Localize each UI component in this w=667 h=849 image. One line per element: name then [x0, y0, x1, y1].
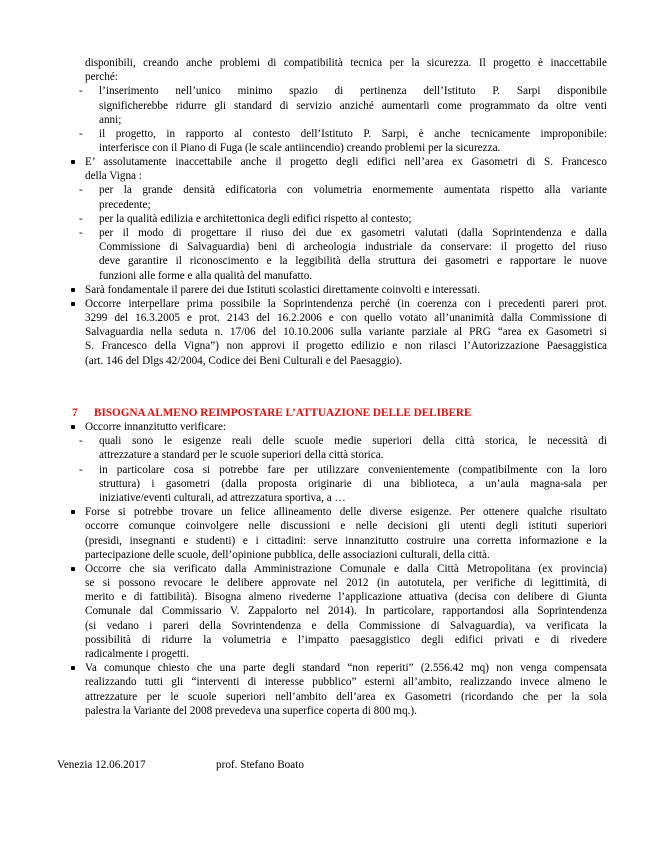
- text-line: l’inserimento nell’unico minimo spazio di pertinenza dell’Istituto P. Sarpi disponibile: [99, 85, 607, 98]
- text-line: della Vigna :: [85, 170, 142, 183]
- bullet-item: [79, 420, 607, 505]
- dash-marker: -: [79, 226, 83, 239]
- text-line: S. Francesco della Vigna”) non approvi il progetto edilizio e non rilasci l’Autorizzazione Paesaggistica: [85, 340, 607, 353]
- text-line: precedente;: [99, 198, 151, 211]
- bullet-item: [79, 155, 607, 283]
- text-line: iniziative/eventi culturali, ad attrezzatura sportiva, a …: [99, 491, 346, 504]
- bullet-item: [85, 297, 607, 368]
- text-line: quali sono le esigenze reali delle scuole medie superiori della città storica, le necessità di: [99, 435, 607, 448]
- text-line: interferisce con il Piano di Fuga (le scale antiincendio) creando problemi per la sicurezza.: [99, 142, 501, 155]
- text-line: anni;: [99, 113, 122, 126]
- dash-item: [79, 212, 607, 226]
- bullet-item: [85, 661, 607, 718]
- text-line: E’ assolutamente inaccettabile anche il progetto degli edifici nell’area ex Gasometri di S. Francesco: [85, 156, 607, 168]
- bullet-icon: [71, 288, 75, 292]
- text-line: palestra la Variante del 2008 prevedeva una superfice coperta di 800 mq.).: [85, 704, 417, 717]
- text-line: in particolare cosa si potrebbe fare per utilizzare convenientemente (compatibilmente con la loro: [99, 463, 607, 476]
- text-line: Occorre innanzitutto verificare:: [85, 421, 227, 433]
- text-line: Occorre interpellare prima possibile la Soprintendenza perché (in coerenza con i precedenti pareri prot.: [85, 297, 607, 310]
- text-line: possibilità di ridurre la volumetria e l’impatto paesaggistico degli edifici privati e di rivedere: [85, 633, 607, 646]
- bullet-item: [85, 562, 607, 661]
- bullet-list-actions: [79, 420, 607, 718]
- dash-item: [79, 84, 607, 127]
- intro-paragraph: [79, 56, 607, 155]
- bullet-icon: [71, 567, 75, 571]
- text-line: per la qualità edilizia e architettonica degli edifici rispetto al contesto;: [99, 212, 412, 225]
- dash-item: [79, 183, 607, 211]
- text-line: perché:: [85, 71, 118, 84]
- text-line: per la grande densità edificatoria con volumetria enormemente aumentata rispetto alla variante: [99, 184, 607, 197]
- bullet-icon: [71, 425, 75, 429]
- bullet-icon: [71, 302, 75, 306]
- dash-item: [79, 434, 607, 462]
- dash-marker: -: [79, 463, 83, 476]
- text-line: partecipazione delle scuole, dell’opinione pubblica, delle associazioni culturali, della città.: [85, 548, 490, 561]
- dash-marker: -: [79, 184, 83, 197]
- text-line: Forse si potrebbe trovare un felice allineamento delle diverse esigenze. Per ottenere qualche risultato: [85, 506, 607, 519]
- dash-marker: -: [79, 127, 83, 140]
- text-line: Occorre che sia verificato dalla Amministrazione Comunale e dalla Città Metropolitana (ex provincia): [85, 562, 607, 575]
- text-line: realizzando tutti gli “interventi di interesse pubblico” esterni all’ambito, realizzando invece almeno le: [85, 676, 607, 689]
- text-line: Comunale dal Commissario V. Zappalorto nel 2014). In particolare, rapportandosi alla Soprintendenza: [85, 605, 607, 618]
- section-number: 7: [72, 407, 78, 419]
- author-name: prof. Stefano Boato: [216, 759, 304, 771]
- text-line: struttura) i gasometri (dalla proposta originarie di una biblioteca, a un’aula magna-sala per: [99, 477, 607, 490]
- text-line: il progetto, in rapporto al contesto dell’Istituto P. Sarpi, è anche tecnicamente improponibile:: [99, 127, 607, 140]
- bullet-list-requirements: [79, 155, 607, 368]
- text-line: (art. 146 del Dlgs 42/2004, Codice dei Beni Culturali e del Paesaggio).: [85, 354, 402, 367]
- text-line: merito e di fattibilità). Bisogna almeno rivederne l’applicazione attuativa (decisa con delibere di Giunta: [85, 591, 607, 604]
- text-line: Va comunque chiesto che una parte degli standard “non reperiti” (2.556.42 mq) non venga compensata: [85, 662, 607, 675]
- text-line: Sarà fondamentale il parere dei due Istituti scolastici direttamente coinvolti e interessati.: [85, 283, 481, 296]
- text-line: funzioni alle forme e alla qualità del manufatto.: [99, 269, 313, 282]
- text-line: attrezzature a standard per le scuole superiori della città storica.: [99, 449, 384, 462]
- text-line: occorre comunque coinvolgere nelle discussioni e nelle decisioni gli utenti degli istituti superiori: [85, 520, 607, 533]
- text-line: per il modo di progettare il riuso dei due ex gasometri valutati (dalla Soprintendenza e dalla: [99, 226, 607, 239]
- section-title: BISOGNA ALMENO REIMPOSTARE L’ATTUAZIONE DELLE DELIBERE: [94, 407, 472, 419]
- text-line: Commissione di Salvaguardia) beni di archeologia industriale da conservare: il progetto del riuso: [99, 241, 607, 254]
- bullet-icon: [71, 666, 75, 670]
- bullet-icon: [71, 160, 75, 164]
- bullet-item: [85, 283, 607, 297]
- text-line: Salvaguardia nella seduta n. 17/06 del 10.10.2006 sulla variante parziale al PRG “area ex Gasometri si: [85, 326, 607, 339]
- text-line: se si possono revocare le delibere approvate nel 2012 (in autotutela, per verifiche di legittimità, di: [85, 577, 607, 590]
- section-heading: [72, 406, 612, 420]
- text-line: (si vedano i pareri della Sovrintendenza e della Commissione di Salvaguardia), va verificata la: [85, 619, 607, 632]
- text-line: attrezzature per le scuole superiori nell’ambito dell’area ex Gasometri (ricordando che per la sola: [85, 690, 607, 703]
- dash-item: [79, 127, 607, 155]
- text-line: deve garantire il riconoscimento e la leggibilità della struttura dei gasometri e rapportare le nuove: [99, 255, 607, 268]
- dash-marker: -: [79, 435, 83, 448]
- dash-marker: -: [79, 212, 83, 225]
- text-line: radicalmente i progetti.: [85, 648, 190, 660]
- place-date: Venezia 12.06.2017: [57, 759, 146, 771]
- bullet-item: [85, 505, 607, 562]
- text-line: disponibili, creando anche problemi di compatibilità tecnica per la sicurezza. Il progetto è inaccettabile: [85, 57, 607, 69]
- bullet-icon: [71, 510, 75, 514]
- dash-item: [79, 463, 607, 506]
- text-line: significherebbe ridurre gli standard di servizio anziché aumentarli come programmato da oltre venti: [99, 99, 607, 112]
- dash-marker: -: [79, 85, 83, 98]
- text-line: 3299 del 16.3.2005 e prot. 2143 del 16.2.2006 e con quello votato all’unanimità dalla Commissione di: [85, 312, 607, 325]
- dash-item: [79, 226, 607, 283]
- text-line: (presidi, insegnanti e studenti) e i cittadini: serve innanzitutto costruire una corretta informazione e la: [85, 534, 607, 547]
- signature-line: [57, 758, 304, 772]
